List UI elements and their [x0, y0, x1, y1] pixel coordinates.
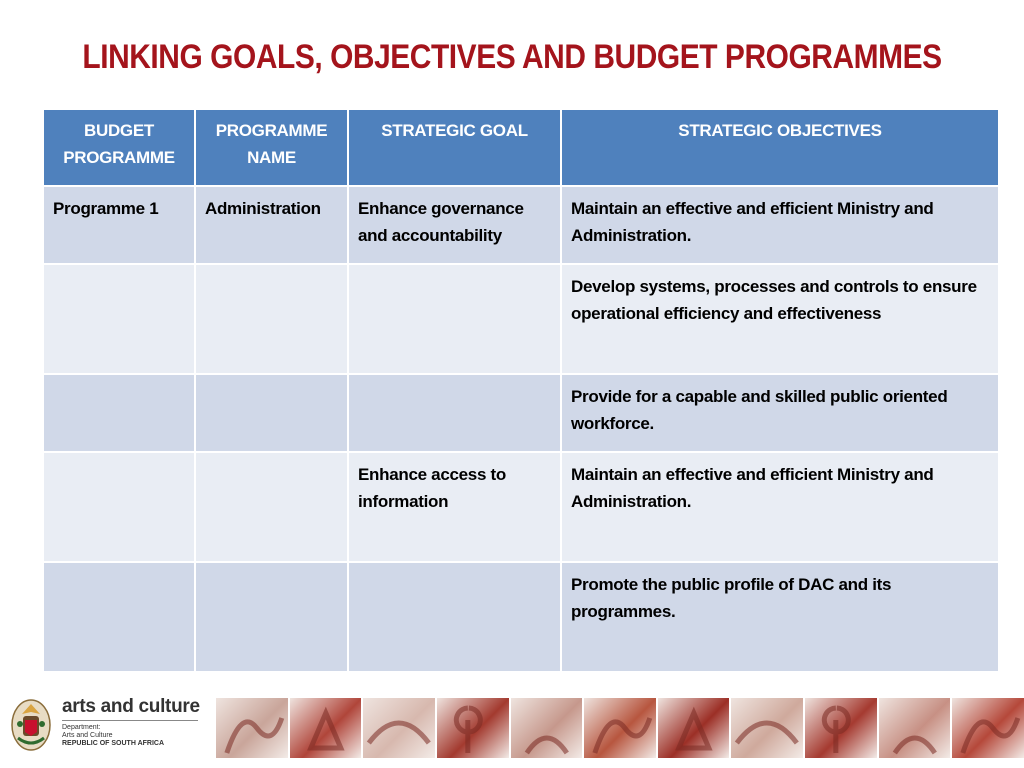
table-row	[43, 186, 999, 264]
cell-strategic-goal: Enhance access to information	[348, 452, 561, 562]
strip-image-tile	[511, 698, 583, 758]
cell-strategic-objective: Promote the public profile of DAC and its programmes.	[561, 562, 999, 672]
cell-budget-programme	[43, 264, 195, 374]
table-header-row	[43, 109, 999, 186]
cell-programme-name	[195, 264, 348, 374]
goals-table	[42, 108, 1000, 673]
cell-budget-programme	[43, 374, 195, 452]
strip-image-tile	[363, 698, 435, 758]
strip-image-tile	[805, 698, 877, 758]
header-strategic-goal: STRATEGIC GOAL	[348, 109, 561, 186]
department-logo	[62, 696, 200, 748]
logo-name: arts and culture	[62, 696, 200, 717]
cell-programme-name	[195, 562, 348, 672]
cell-strategic-goal	[348, 374, 561, 452]
logo-line-arts: Arts and Culture	[62, 732, 113, 739]
logo-line-department: Department:	[62, 724, 101, 731]
table-row	[43, 264, 999, 374]
cell-strategic-objective: Develop systems, processes and controls to ensure operational efficiency and effectiveness	[561, 264, 999, 374]
table-row	[43, 452, 999, 562]
logo-line-republic: REPUBLIC OF SOUTH AFRICA	[62, 740, 165, 747]
slide-title: LINKING GOALS, OBJECTIVES AND BUDGET PROGRAMMES	[82, 38, 942, 76]
header-budget-programme: BUDGET PROGRAMME	[43, 109, 195, 186]
header-strategic-objectives: STRATEGIC OBJECTIVES	[561, 109, 999, 186]
cell-strategic-objective: Maintain an effective and efficient Ministry and Administration.	[561, 186, 999, 264]
strip-image-tile	[879, 698, 951, 758]
cell-budget-programme: Programme 1	[43, 186, 195, 264]
footer-banner	[0, 690, 1024, 768]
cell-programme-name	[195, 374, 348, 452]
cell-programme-name: Administration	[195, 186, 348, 264]
table-row	[43, 562, 999, 672]
cell-budget-programme	[43, 452, 195, 562]
cell-programme-name	[195, 452, 348, 562]
cell-strategic-goal	[348, 562, 561, 672]
strip-image-tile	[658, 698, 730, 758]
strip-image-tile	[952, 698, 1024, 758]
header-programme-name: PROGRAMME NAME	[195, 109, 348, 186]
strip-image-tile	[731, 698, 803, 758]
cell-strategic-objective: Maintain an effective and efficient Ministry and Administration.	[561, 452, 999, 562]
strip-image-tile	[437, 698, 509, 758]
strip-image-tile	[584, 698, 656, 758]
strip-image-tile	[290, 698, 362, 758]
cell-budget-programme	[43, 562, 195, 672]
coat-of-arms-icon	[10, 698, 52, 752]
strip-image-tile	[216, 698, 288, 758]
cell-strategic-goal: Enhance governance and accountability	[348, 186, 561, 264]
cell-strategic-goal	[348, 264, 561, 374]
table-row	[43, 374, 999, 452]
image-strip	[216, 698, 1024, 758]
cell-strategic-objective: Provide for a capable and skilled public oriented workforce.	[561, 374, 999, 452]
